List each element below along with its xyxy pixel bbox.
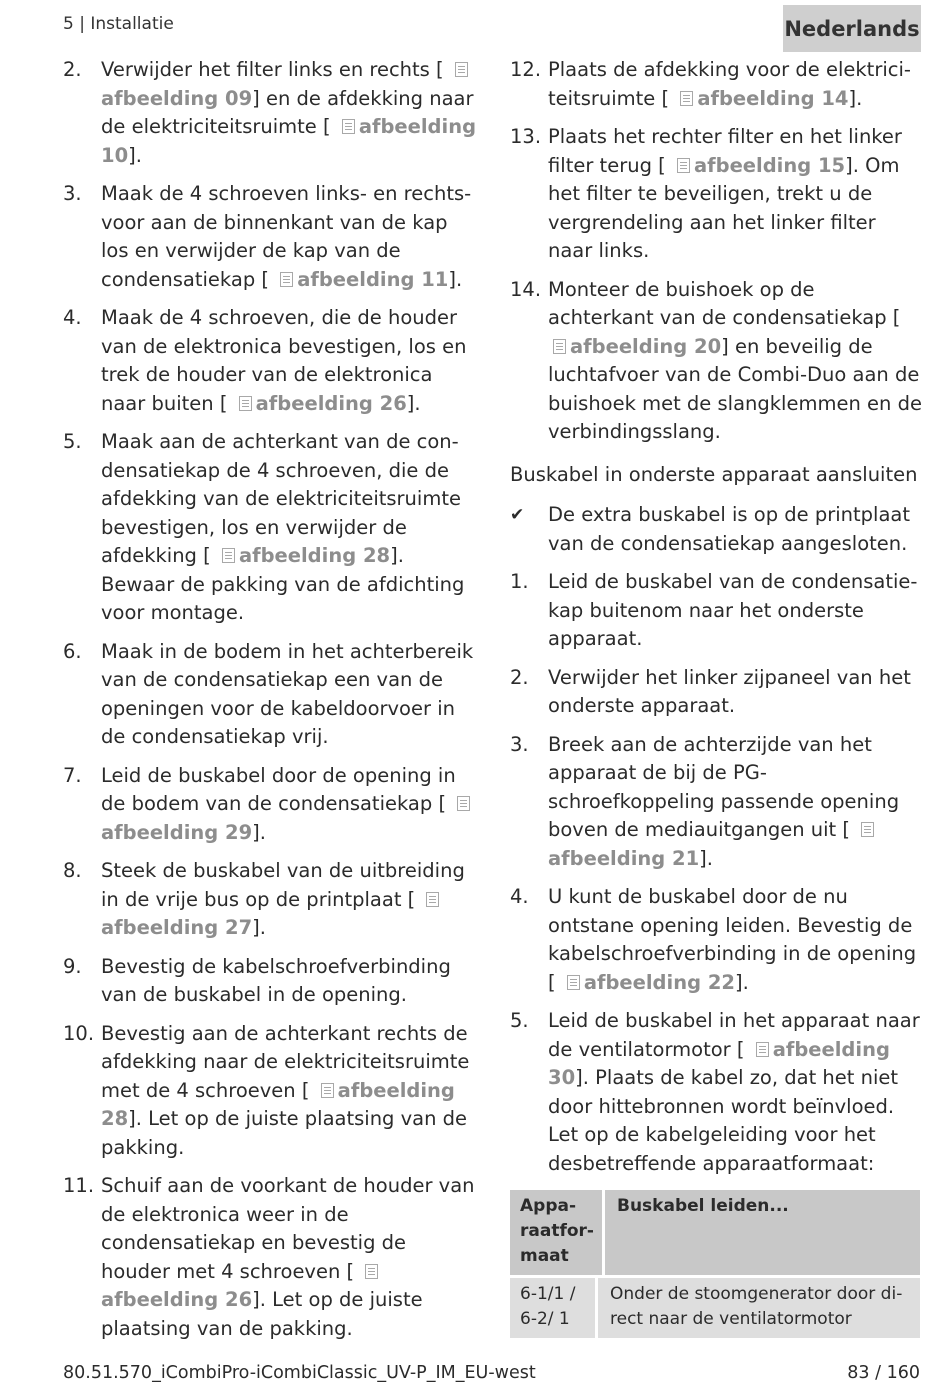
step-text: [101, 953, 478, 1010]
table-row: [510, 1275, 920, 1338]
list-item: [510, 664, 922, 721]
table-header-cell: Buskabel leiden...: [616, 1196, 789, 1216]
step-number: 3.: [63, 182, 82, 205]
cable-routing-table: [510, 1190, 920, 1338]
figure-reference-icon: [426, 892, 439, 907]
step-text: [548, 56, 922, 113]
step-number: 12.: [510, 58, 542, 81]
step-text-segment: Verwijder het filter links en rechts [: [101, 58, 450, 81]
step-number: 6.: [63, 639, 82, 663]
table-header-row: [510, 1190, 920, 1275]
left-column: [63, 56, 478, 1353]
step-text: [548, 568, 922, 654]
step-text-segment: Breek aan de achterzijde van het apparaat de bij de PG-schroefkoppeling passende opening boven de mediauitgangen uit [: [548, 732, 900, 841]
step-text: [548, 123, 922, 266]
step-text: [548, 276, 922, 447]
step-text-segment: ]. Let op de juiste plaatsing van de pakking.: [101, 1107, 468, 1159]
step-text-segment: Maak in de bodem in het achterbereik van de condensatiekap een van de openingen voor de kabeldoorvoer in de condensatiekap vrij.: [101, 639, 474, 748]
figure-reference-icon: [455, 62, 468, 77]
figure-reference-icon: [342, 119, 355, 134]
step-number: 8.: [63, 859, 82, 882]
prerequisite-item: [510, 501, 922, 558]
step-text-segment: Leid de buskabel in het apparaat naar de ventilatormotor [: [548, 1009, 920, 1061]
step-number: 4.: [510, 885, 529, 908]
list-item: [63, 1172, 478, 1343]
step-text-segment: ]. Bewaar de pakking van de afdichting voor montage.: [101, 544, 465, 624]
list-item: [63, 180, 478, 294]
step-number: 11.: [63, 1174, 95, 1197]
figure-reference-icon: [677, 158, 690, 173]
list-item: [510, 123, 922, 266]
figure-reference-link[interactable]: afbeelding 26: [101, 1288, 253, 1311]
step-number: 4.: [63, 306, 82, 329]
step-number: 14.: [510, 277, 542, 301]
step-text-segment: Monteer de buishoek op de achterkant van de condensatiekap [: [548, 277, 901, 329]
step-text-segment: ].: [406, 391, 421, 415]
table-cell: 6-1/1 / 6-2/ 1: [510, 1278, 598, 1338]
step-text-segment: ].: [128, 143, 142, 167]
step-text-segment: ].: [252, 916, 266, 939]
section-heading: Buskabel in onderste apparaat aansluiten: [510, 462, 918, 486]
figure-reference-icon: [321, 1083, 334, 1098]
list-item: [63, 953, 478, 1010]
list-item: [63, 304, 478, 418]
step-list-right: [510, 56, 922, 447]
right-column: [510, 56, 922, 1338]
step-number: 5.: [63, 430, 82, 453]
figure-reference-icon: [861, 822, 874, 837]
step-text-segment: U kunt de buskabel door de nu ontstane opening leiden. Bevestig de kabelschroefverbinding in de opening [: [548, 885, 917, 994]
step-text-segment: ].: [448, 267, 463, 291]
step-text: [548, 1007, 922, 1178]
figure-reference-icon: [280, 272, 293, 287]
step-text-segment: Leid de buskabel van de condensatiekap buitenom naar het onderste apparaat.: [548, 570, 918, 650]
list-item: [63, 857, 478, 943]
list-item: [510, 883, 922, 997]
page-number: 83 / 160: [847, 1363, 920, 1383]
section-header: 5 | Installatie: [63, 14, 174, 34]
list-item: [63, 1020, 478, 1163]
step-number: 3.: [510, 732, 529, 756]
figure-reference-link[interactable]: afbeelding 10: [101, 115, 477, 167]
figure-reference-link[interactable]: afbeelding 21: [548, 846, 700, 870]
step-text-segment: ]. Plaats de kabel zo, dat het niet door hittebronnen wordt beïnvloed. Let op de kabelgeleiding voor het desbetreffende apparaatformaat:: [548, 1066, 899, 1175]
figure-reference-link[interactable]: afbeelding 22: [583, 970, 735, 994]
figure-reference-icon: [567, 975, 580, 990]
step-text: [548, 731, 922, 874]
step-text: [101, 56, 478, 170]
list-item: [63, 56, 478, 170]
step-text: [548, 883, 922, 997]
figure-reference-icon: [457, 796, 470, 811]
figure-reference-link[interactable]: afbeelding 14: [697, 86, 849, 110]
step-text-segment: Maak de 4 schroeven, die de houder van de elektronica bevestigen, los en trek de houder van de elektronica naar buiten [: [101, 306, 467, 415]
prerequisite-text: De extra buskabel is op de printplaat van de condensatiekap aangesloten.: [548, 503, 911, 555]
figure-reference-link[interactable]: afbeelding 29: [101, 820, 253, 844]
step-text-segment: Verwijder het linker zijpaneel van het onderste apparaat.: [548, 665, 911, 717]
figure-reference-link[interactable]: afbeelding 15: [693, 153, 846, 177]
step-number: 2.: [63, 58, 82, 81]
figure-reference-link[interactable]: afbeelding 26: [255, 391, 407, 415]
step-text-segment: ] en beveilig de luchtafvoer van de Combi-Duo aan de buishoek met de slangklemmen en de verbindingsslang.: [548, 334, 922, 443]
figure-reference-link[interactable]: afbeelding 20: [570, 334, 722, 358]
figure-reference-icon: [680, 91, 693, 106]
step-number: 1.: [510, 570, 529, 593]
list-item: [63, 428, 478, 628]
step-number: 7.: [63, 763, 82, 787]
step-number: 2.: [510, 665, 529, 689]
table-header-cell: Apparaatformaat: [510, 1190, 605, 1275]
step-number: 13.: [510, 125, 542, 148]
step-list-left: [63, 56, 478, 1343]
figure-reference-icon: [553, 339, 566, 354]
figure-reference-link[interactable]: afbeelding 11: [297, 267, 449, 291]
figure-reference-link[interactable]: afbeelding 09: [101, 86, 253, 110]
step-text-segment: Leid de buskabel door de opening in de bodem van de condensatiekap [: [101, 763, 456, 815]
figure-reference-icon: [756, 1042, 769, 1057]
list-item: [63, 638, 478, 752]
language-badge: Nederlands: [783, 5, 921, 52]
document-id: 80.51.570_iCombiPro-iCombiClassic_UV-P_IM_EU-west: [63, 1363, 536, 1383]
list-item: [510, 1007, 922, 1178]
step-number: 10.: [63, 1021, 95, 1045]
table-cell: Onder de stoomgenerator door direct naar de ventilatormotor: [610, 1284, 903, 1329]
step-text-segment: Maak aan de achterkant van de condensatiekap de 4 schroeven, die de afdekking van de elektriciteitsruimte bevestigen, los en verwijder de afdekking [: [101, 430, 461, 567]
list-item: [510, 568, 922, 654]
figure-reference-link[interactable]: afbeelding 27: [101, 916, 253, 939]
step-text: [101, 428, 478, 628]
step-text-segment: ]. Let op de juiste plaatsing van de pakking.: [101, 1288, 423, 1340]
step-text-segment: Bevestig de kabelschroefverbinding van de buskabel in de opening.: [101, 954, 451, 1006]
step-text-segment: Schuif aan de voorkant de houder van de elektronica weer in de condensatiekap en bevestig de houder met 4 schroeven [: [101, 1174, 475, 1283]
step-text-segment: Bevestig aan de achterkant rechts de afdekking naar de elektriciteitsruimte met de 4 schroeven [: [101, 1021, 470, 1102]
figure-reference-link[interactable]: afbeelding 28: [238, 544, 391, 567]
figure-reference-icon: [365, 1264, 378, 1279]
step-text: [101, 638, 478, 752]
step-list-bus: [510, 568, 922, 1178]
step-text-segment: ]. Om het filter te beveiligen, trekt u de vergrendeling aan het linker filter naar links.: [548, 153, 900, 262]
step-text: [548, 664, 922, 721]
step-text-segment: Maak de 4 schroeven links- en rechtsvoor aan de binnenkant van de kap los en verwijder de kap van de condensatiekap [: [101, 182, 472, 291]
step-text: [101, 857, 478, 943]
step-text-segment: ].: [848, 86, 863, 110]
step-text-segment: Steek de buskabel van de uitbreiding in de vrije bus op de printplaat [: [101, 859, 465, 911]
step-text-segment: ] en de afdekking naar de elektriciteitsruimte [: [101, 86, 474, 138]
list-item: [510, 276, 922, 447]
figure-reference-link[interactable]: afbeelding 28: [101, 1078, 455, 1130]
checkmark-icon: ✔: [510, 505, 525, 525]
list-item: [510, 56, 922, 113]
figure-reference-icon: [239, 396, 252, 411]
step-text: [101, 304, 478, 418]
step-text-segment: ].: [734, 970, 749, 994]
figure-reference-icon: [222, 548, 235, 563]
step-text-segment: ].: [252, 820, 266, 844]
step-text-segment: Plaats het rechter filter en het linker filter terug [: [548, 125, 902, 177]
step-text: [101, 1172, 478, 1343]
step-text-segment: Plaats de afdekking voor de elektriciteitsruimte [: [548, 58, 911, 110]
list-item: [510, 731, 922, 874]
list-item: [63, 762, 478, 848]
step-number: 9.: [63, 954, 82, 978]
step-text: [101, 762, 478, 848]
step-text: [101, 180, 478, 294]
step-number: 5.: [510, 1009, 529, 1032]
step-text: [101, 1020, 478, 1163]
step-text-segment: ].: [699, 846, 713, 870]
figure-reference-link[interactable]: afbeelding 30: [548, 1037, 890, 1089]
